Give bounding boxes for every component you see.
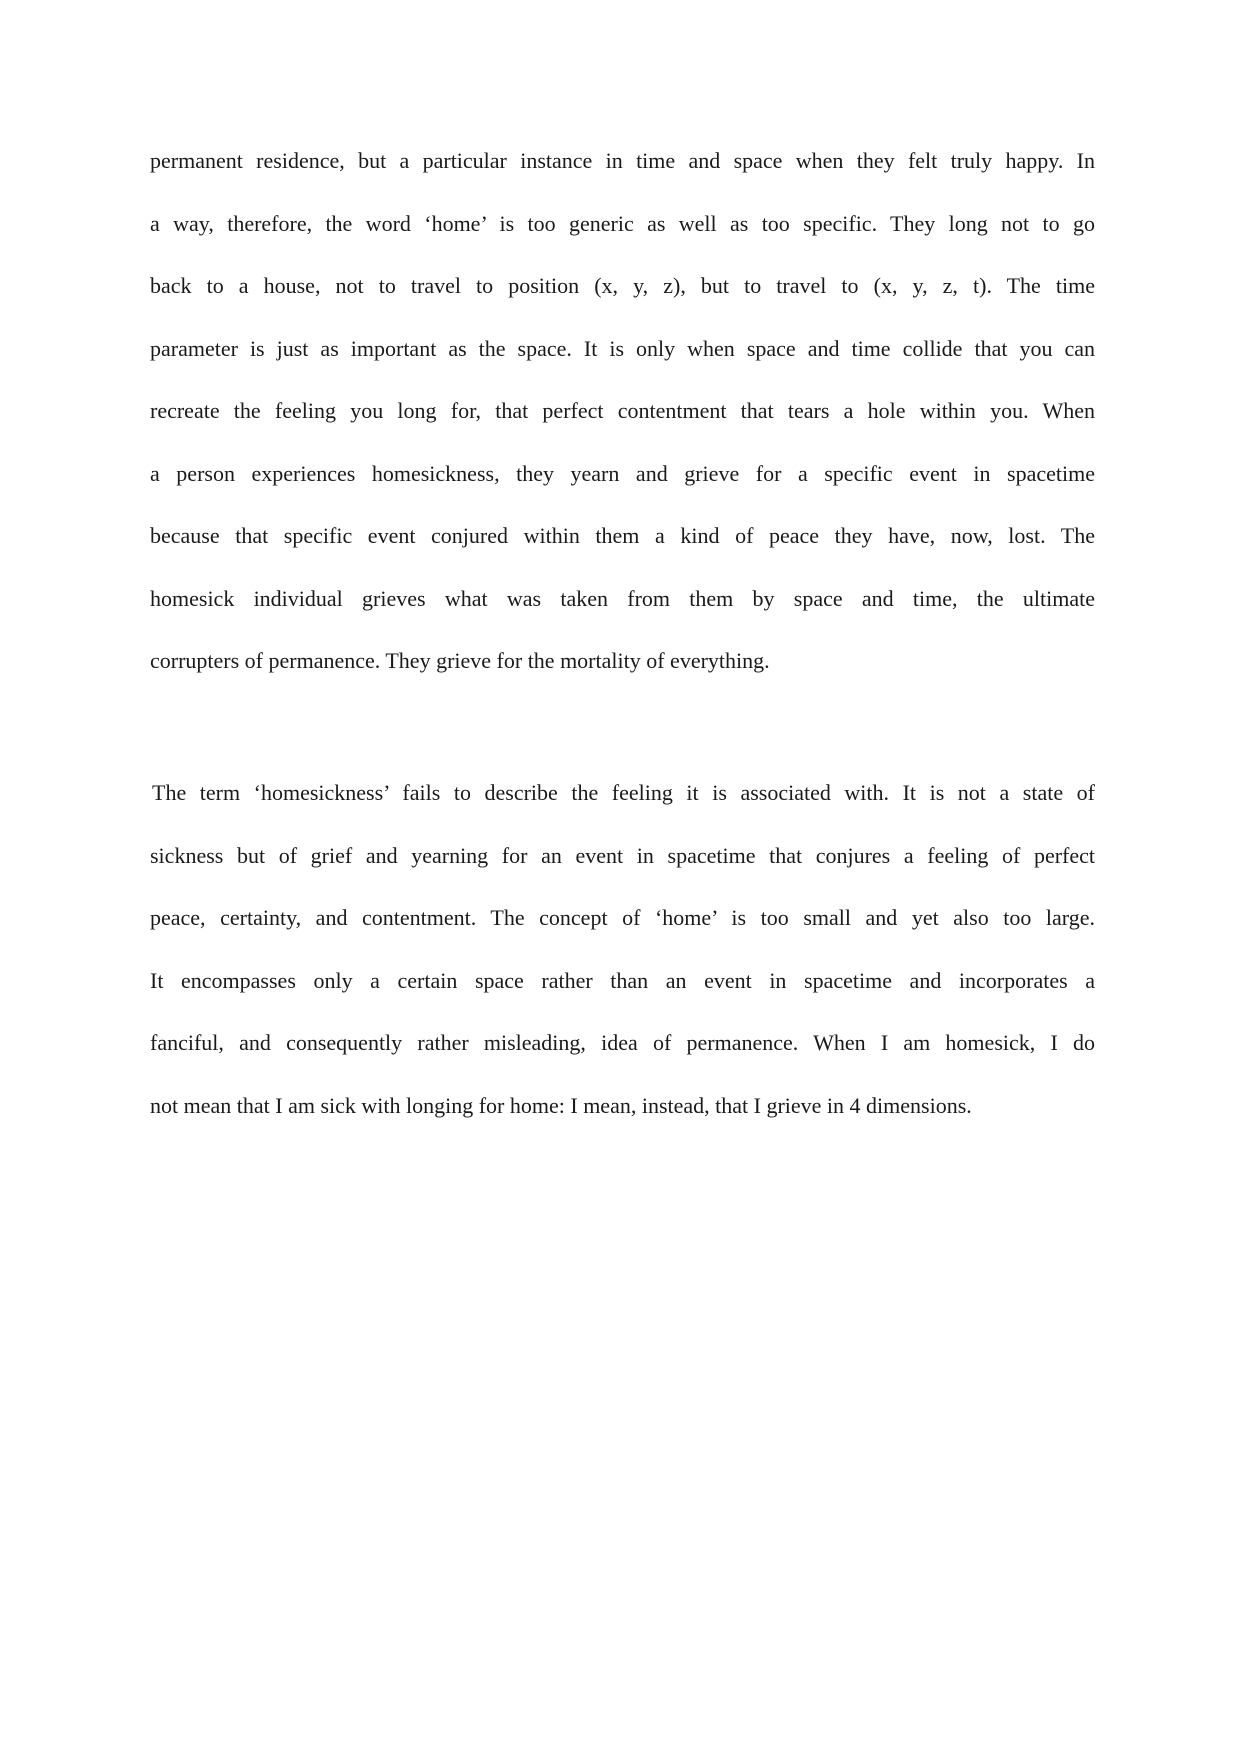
paragraph-line: back to a house, not to travel to position (x, y, z), but to travel to (x, y, z, t). The time [150,273,1095,298]
paragraph-line: permanent residence, but a particular instance in time and space when they felt truly happy. In [150,148,1095,173]
paragraph-line: recreate the feeling you long for, that perfect contentment that tears a hole within you. When [150,398,1095,423]
paragraph-line: homesick individual grieves what was taken from them by space and time, the ultimate [150,585,1095,611]
paragraph-line: It encompasses only a certain space rather than an event in spacetime and incorporates a [150,967,1095,993]
paragraph-line: because that specific event conjured within them a kind of peace they have, now, lost. The [150,523,1095,548]
paragraph-line: sickness but of grief and yearning for an event in spacetime that conjures a feeling of perfect [150,842,1095,868]
paragraph-line: The term ‘homesickness’ fails to describe the feeling it is associated with. It is not a state of [152,780,1095,805]
paragraph-line: a person experiences homesickness, they yearn and grieve for a specific event in spacetime [150,460,1095,486]
paragraph-line: fanciful, and consequently rather misleading, idea of permanence. When I am homesick, I do [150,1030,1095,1055]
paragraph-line: peace, certainty, and contentment. The concept of ‘home’ is too small and yet also too large. [150,905,1095,930]
paragraph-1 [150,130,1095,693]
paragraph-line: a way, therefore, the word ‘home’ is too generic as well as too specific. They long not to go [150,210,1095,236]
paragraph-2 [150,762,1095,1137]
paragraph-line: corrupters of permanence. They grieve for the mortality of everything. [150,648,770,673]
paragraph-line: parameter is just as important as the space. It is only when space and time collide that you can [150,335,1095,361]
paragraph-line: not mean that I am sick with longing for home: I mean, instead, that I grieve in 4 dimensions. [150,1092,972,1118]
